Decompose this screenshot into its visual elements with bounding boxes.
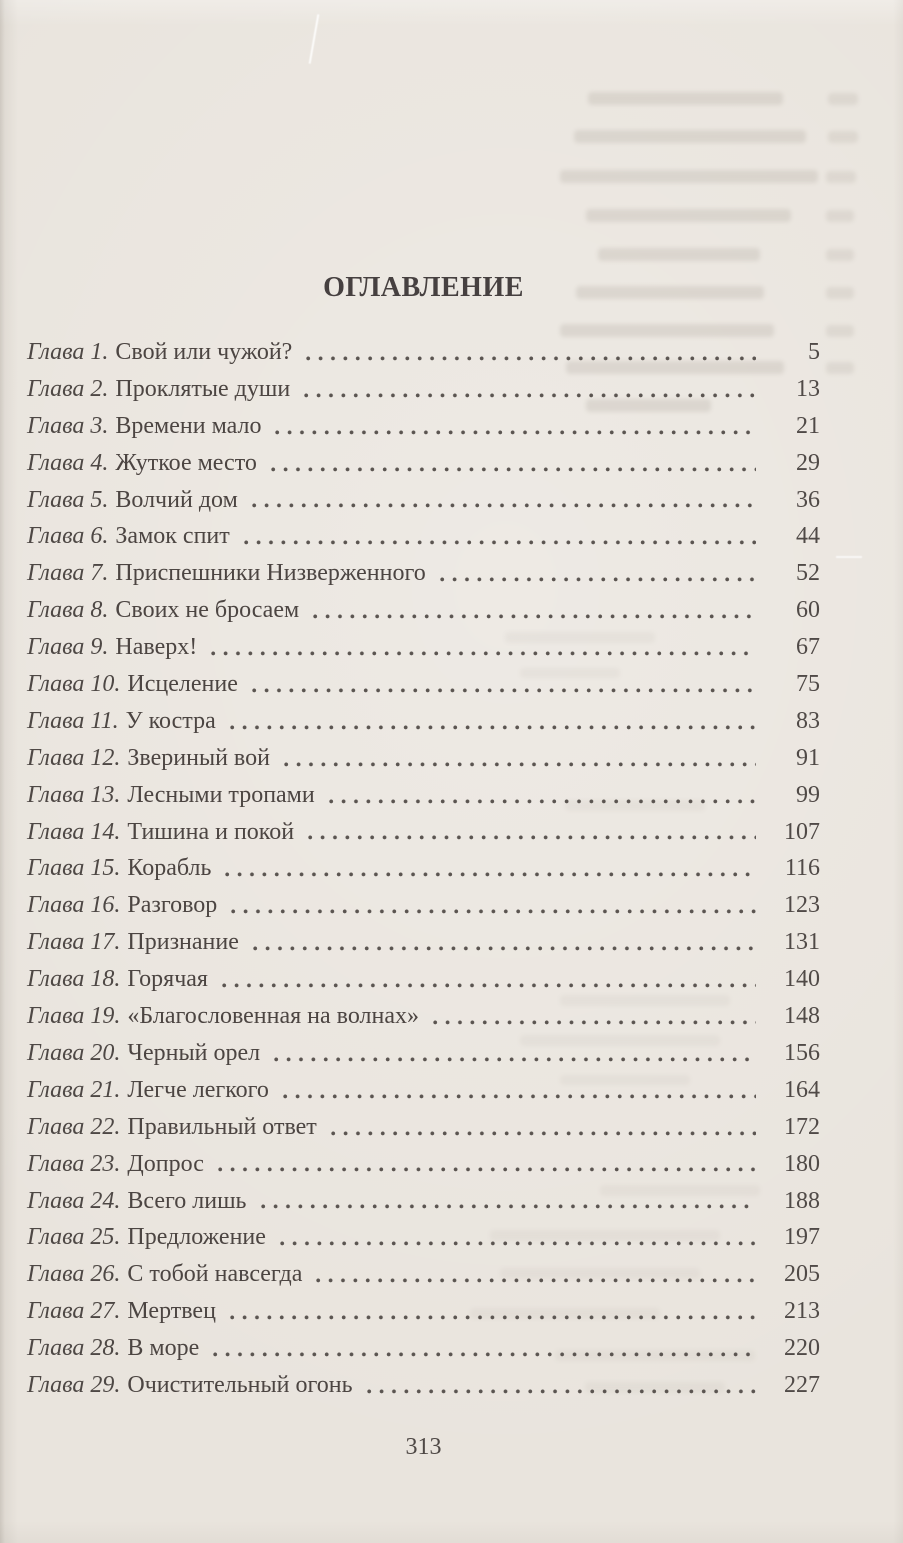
chapter-title: Свой или чужой?	[115, 339, 293, 366]
toc-entry	[27, 882, 820, 919]
dot-leader	[308, 835, 756, 840]
chapter-label: Глава 10.	[27, 671, 121, 698]
dot-leader	[367, 1389, 756, 1394]
chapter-title: Признание	[127, 929, 239, 956]
paper-scratch	[836, 556, 862, 558]
toc-entry	[27, 329, 820, 366]
dot-leader	[331, 1131, 756, 1136]
chapter-label: Глава 18.	[27, 966, 121, 993]
chapter-page-number: 21	[796, 412, 820, 439]
chapter-title: Звериный вой	[127, 744, 270, 771]
dot-leader	[230, 725, 756, 730]
chapter-title: Лесными тропами	[127, 781, 315, 808]
dot-leader	[211, 651, 756, 656]
chapter-title: Своих не бросаем	[115, 597, 300, 624]
dot-leader	[252, 503, 756, 508]
showthrough-number	[828, 131, 858, 143]
dot-leader	[231, 909, 756, 914]
chapter-title: Очистительный огонь	[127, 1371, 353, 1398]
toc-entry	[27, 809, 820, 846]
chapter-page-number: 220	[784, 1335, 820, 1362]
chapter-page-number: 99	[796, 781, 820, 808]
dot-leader	[253, 946, 756, 951]
showthrough-line	[598, 248, 760, 261]
showthrough-number	[826, 210, 854, 222]
chapter-label: Глава 27.	[27, 1298, 121, 1325]
chapter-title: Приспешники Низверженного	[115, 560, 426, 587]
dot-leader	[280, 1241, 756, 1246]
chapter-label: Глава 4.	[27, 449, 109, 476]
chapter-title: В море	[127, 1335, 200, 1362]
chapter-title: Мертвец	[127, 1298, 216, 1325]
chapter-label: Глава 1.	[27, 339, 109, 366]
toc-entry	[27, 845, 820, 882]
toc-entry	[27, 1251, 820, 1288]
chapter-page-number: 123	[784, 892, 820, 919]
chapter-title: Наверх!	[115, 634, 198, 661]
chapter-page-number: 29	[796, 449, 820, 476]
chapter-page-number: 131	[784, 929, 820, 956]
chapter-title: Черный орел	[127, 1039, 261, 1066]
chapter-label: Глава 20.	[27, 1039, 121, 1066]
dot-leader	[261, 1204, 757, 1209]
chapter-label: Глава 11.	[27, 707, 119, 734]
chapter-title: Всего лишь	[127, 1187, 247, 1214]
toc-entry	[27, 661, 820, 698]
chapter-label: Глава 14.	[27, 818, 121, 845]
chapter-label: Глава 5.	[27, 486, 109, 513]
toc-entry	[27, 1362, 820, 1399]
chapter-page-number: 205	[784, 1261, 820, 1288]
toc-entry	[27, 993, 820, 1030]
toc-entry	[27, 624, 820, 661]
chapter-page-number: 75	[796, 671, 820, 698]
toc-entry	[27, 698, 820, 735]
chapter-page-number: 13	[796, 375, 820, 402]
showthrough-line	[574, 130, 806, 143]
dot-leader	[316, 1278, 756, 1283]
chapter-label: Глава 23.	[27, 1150, 121, 1177]
chapter-title: Исцеление	[127, 671, 238, 698]
chapter-page-number: 140	[784, 966, 820, 993]
chapter-label: Глава 28.	[27, 1335, 121, 1362]
chapter-title: Проклятые души	[115, 375, 291, 402]
showthrough-number	[828, 93, 858, 105]
chapter-label: Глава 21.	[27, 1076, 121, 1103]
toc-entry	[27, 440, 820, 477]
showthrough-number	[826, 171, 856, 183]
chapter-title: Корабль	[127, 855, 212, 882]
chapter-label: Глава 6.	[27, 523, 109, 550]
dot-leader	[284, 762, 756, 767]
chapter-label: Глава 3.	[27, 412, 109, 439]
chapter-label: Глава 25.	[27, 1224, 121, 1251]
chapter-label: Глава 12.	[27, 744, 121, 771]
dot-leader	[433, 1020, 756, 1025]
chapter-title: Жуткое место	[115, 449, 257, 476]
chapter-title: Предложение	[127, 1224, 266, 1251]
chapter-page-number: 36	[796, 486, 820, 513]
toc-entry	[27, 366, 820, 403]
dot-leader	[274, 1057, 756, 1062]
chapter-page-number: 156	[784, 1039, 820, 1066]
chapter-page-number: 164	[784, 1076, 820, 1103]
toc-entry	[27, 1177, 820, 1214]
toc-entry	[27, 1141, 820, 1178]
chapter-label: Глава 22.	[27, 1113, 121, 1140]
chapter-page-number: 197	[784, 1224, 820, 1251]
chapter-page-number: 148	[784, 1003, 820, 1030]
chapter-title: Горячая	[127, 966, 208, 993]
chapter-page-number: 60	[796, 597, 820, 624]
dot-leader	[304, 393, 756, 398]
chapter-label: Глава 16.	[27, 892, 121, 919]
toc-entry	[27, 477, 820, 514]
chapter-title: С тобой навсегда	[127, 1261, 303, 1288]
showthrough-line	[588, 92, 783, 105]
chapter-label: Глава 8.	[27, 597, 109, 624]
folio-page-number: 313	[405, 1434, 442, 1460]
chapter-label: Глава 15.	[27, 855, 121, 882]
paper-crease	[309, 14, 320, 64]
chapter-page-number: 107	[784, 818, 820, 845]
chapter-title: Разговор	[127, 892, 218, 919]
toc-entry	[27, 772, 820, 809]
showthrough-number	[826, 325, 854, 337]
chapter-title: Замок спит	[115, 523, 230, 550]
chapter-title: Легче легкого	[127, 1076, 269, 1103]
showthrough-number	[826, 249, 854, 261]
chapter-label: Глава 9.	[27, 634, 109, 661]
toc-entry	[27, 956, 820, 993]
dot-leader	[213, 1352, 756, 1357]
toc-entry	[27, 403, 820, 440]
toc-entry	[27, 919, 820, 956]
toc-entry	[27, 1288, 820, 1325]
chapter-page-number: 227	[784, 1371, 820, 1398]
showthrough-line	[586, 209, 791, 222]
toc-entry	[27, 1325, 820, 1362]
chapter-label: Глава 26.	[27, 1261, 121, 1288]
chapter-title: Волчий дом	[115, 486, 238, 513]
chapter-title: Времени мало	[115, 412, 262, 439]
dot-leader	[218, 1167, 756, 1172]
chapter-page-number: 52	[796, 560, 820, 587]
dot-leader	[329, 799, 756, 804]
toc-entry	[27, 1067, 820, 1104]
toc-entry	[27, 513, 820, 550]
chapter-page-number: 213	[784, 1298, 820, 1325]
toc-entry	[27, 587, 820, 624]
page-title: ОГЛАВЛЕНИЕ	[323, 271, 524, 303]
showthrough-line	[560, 170, 818, 183]
toc-entry	[27, 1214, 820, 1251]
showthrough-number	[826, 287, 854, 299]
chapter-page-number: 180	[784, 1150, 820, 1177]
dot-leader	[313, 614, 756, 619]
dot-leader	[252, 688, 756, 693]
chapter-page-number: 5	[808, 339, 820, 366]
chapter-title: Правильный ответ	[127, 1113, 317, 1140]
chapter-title: Тишина и покой	[127, 818, 295, 845]
dot-leader	[222, 983, 756, 988]
chapter-label: Глава 13.	[27, 781, 121, 808]
chapter-label: Глава 17.	[27, 929, 121, 956]
chapter-title: Допрос	[127, 1150, 204, 1177]
chapter-label: Глава 2.	[27, 375, 109, 402]
chapter-page-number: 188	[784, 1187, 820, 1214]
dot-leader	[244, 540, 756, 545]
chapter-page-number: 116	[784, 855, 820, 882]
toc-entry	[27, 1030, 820, 1067]
toc-entry	[27, 550, 820, 587]
dot-leader	[271, 467, 756, 472]
chapter-title: У костра	[125, 707, 216, 734]
dot-leader	[283, 1094, 756, 1099]
dot-leader	[275, 430, 756, 435]
chapter-label: Глава 7.	[27, 560, 109, 587]
chapter-page-number: 67	[796, 634, 820, 661]
showthrough-number	[826, 362, 854, 374]
dot-leader	[225, 872, 756, 877]
toc-entry	[27, 735, 820, 772]
chapter-label: Глава 29.	[27, 1371, 121, 1398]
chapter-label: Глава 19.	[27, 1003, 121, 1030]
chapter-page-number: 91	[796, 744, 820, 771]
dot-leader	[306, 356, 756, 361]
dot-leader	[440, 577, 756, 582]
table-of-contents	[27, 329, 820, 1399]
chapter-title: «Благословенная на волнах»	[127, 1003, 419, 1030]
dot-leader	[230, 1315, 756, 1320]
chapter-page-number: 83	[796, 707, 820, 734]
chapter-label: Глава 24.	[27, 1187, 121, 1214]
toc-entry	[27, 1104, 820, 1141]
chapter-page-number: 172	[784, 1113, 820, 1140]
chapter-page-number: 44	[796, 523, 820, 550]
